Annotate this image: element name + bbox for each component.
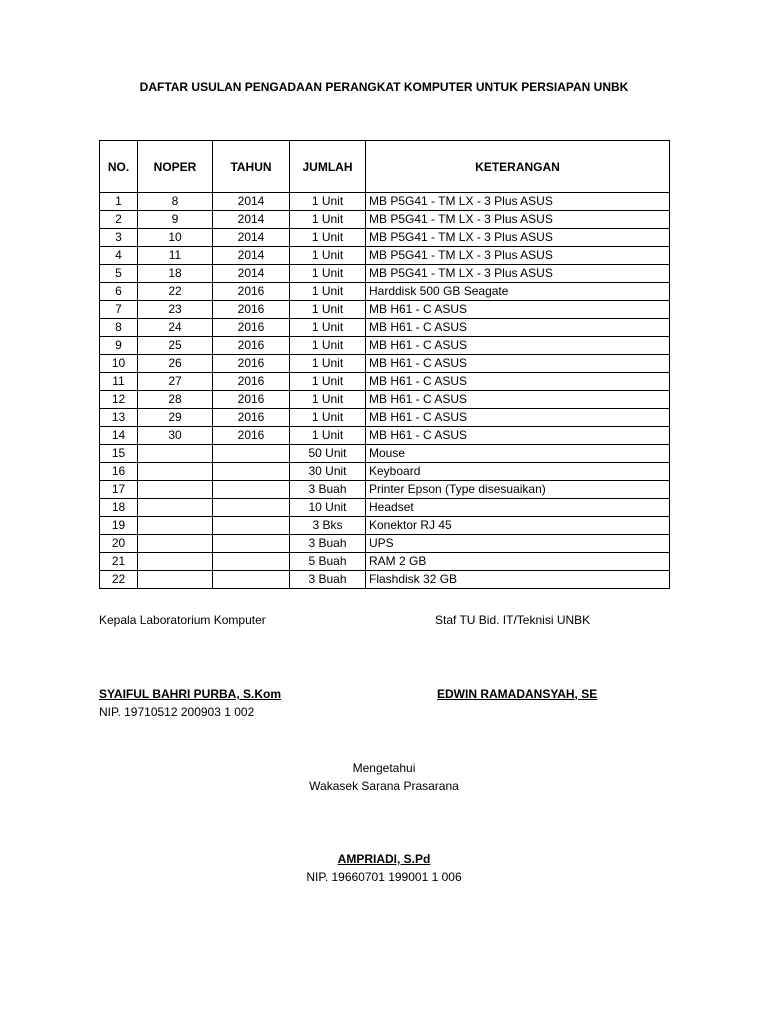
- cell-no: 18: [100, 499, 138, 517]
- cell-jumlah: 30 Unit: [290, 463, 366, 481]
- cell-no: 20: [100, 535, 138, 553]
- table-row: [100, 499, 670, 517]
- table-row: [100, 193, 670, 211]
- cell-noper: 25: [138, 337, 213, 355]
- cell-no: 4: [100, 247, 138, 265]
- cell-tahun: [213, 463, 290, 481]
- header-noper: NOPER: [138, 141, 213, 193]
- cell-no: 11: [100, 373, 138, 391]
- cell-keterangan: Headset: [366, 499, 670, 517]
- cell-no: 3: [100, 229, 138, 247]
- cell-noper: [138, 481, 213, 499]
- bottom-signatory-name: AMPRIADI, S.Pd: [337, 852, 431, 866]
- cell-no: 21: [100, 553, 138, 571]
- table-row: [100, 463, 670, 481]
- table-row: [100, 409, 670, 427]
- cell-noper: 30: [138, 427, 213, 445]
- cell-jumlah: 1 Unit: [290, 283, 366, 301]
- cell-no: 13: [100, 409, 138, 427]
- cell-jumlah: 3 Buah: [290, 535, 366, 553]
- header-no: NO.: [100, 141, 138, 193]
- cell-jumlah: 1 Unit: [290, 211, 366, 229]
- table-row: [100, 373, 670, 391]
- cell-tahun: [213, 571, 290, 589]
- cell-keterangan: MB H61 - C ASUS: [366, 319, 670, 337]
- table-row: [100, 427, 670, 445]
- cell-no: 17: [100, 481, 138, 499]
- cell-noper: 24: [138, 319, 213, 337]
- table-row: [100, 481, 670, 499]
- table-row: [100, 355, 670, 373]
- cell-keterangan: MB H61 - C ASUS: [366, 427, 670, 445]
- table-row: [100, 247, 670, 265]
- cell-tahun: 2016: [213, 409, 290, 427]
- items-table: [99, 140, 670, 589]
- cell-keterangan: MB H61 - C ASUS: [366, 391, 670, 409]
- header-tahun: TAHUN: [213, 141, 290, 193]
- cell-jumlah: 5 Buah: [290, 553, 366, 571]
- cell-tahun: 2016: [213, 427, 290, 445]
- bottom-signatory-role: Wakasek Sarana Prasarana: [309, 779, 459, 793]
- cell-keterangan: Flashdisk 32 GB: [366, 571, 670, 589]
- cell-no: 22: [100, 571, 138, 589]
- cell-jumlah: 1 Unit: [290, 229, 366, 247]
- cell-tahun: 2014: [213, 247, 290, 265]
- cell-tahun: 2014: [213, 193, 290, 211]
- cell-keterangan: MB H61 - C ASUS: [366, 337, 670, 355]
- cell-tahun: 2016: [213, 283, 290, 301]
- cell-noper: 9: [138, 211, 213, 229]
- cell-keterangan: MB P5G41 - TM LX - 3 Plus ASUS: [366, 247, 670, 265]
- cell-tahun: [213, 499, 290, 517]
- cell-no: 14: [100, 427, 138, 445]
- cell-no: 15: [100, 445, 138, 463]
- cell-noper: [138, 499, 213, 517]
- left-signatory-role: Kepala Laboratorium Komputer: [99, 613, 266, 627]
- cell-keterangan: MB H61 - C ASUS: [366, 409, 670, 427]
- cell-jumlah: 1 Unit: [290, 391, 366, 409]
- table-row: [100, 319, 670, 337]
- table-row: [100, 211, 670, 229]
- cell-jumlah: 3 Bks: [290, 517, 366, 535]
- cell-no: 7: [100, 301, 138, 319]
- table-row: [100, 391, 670, 409]
- cell-no: 12: [100, 391, 138, 409]
- cell-tahun: 2014: [213, 265, 290, 283]
- table-row: [100, 337, 670, 355]
- cell-jumlah: 1 Unit: [290, 247, 366, 265]
- left-signatory-name: SYAIFUL BAHRI PURBA, S.Kom: [99, 687, 282, 701]
- cell-jumlah: 1 Unit: [290, 409, 366, 427]
- document-title: DAFTAR USULAN PENGADAAN PERANGKAT KOMPUTER UNTUK PERSIAPAN UNBK: [139, 80, 629, 94]
- cell-keterangan: UPS: [366, 535, 670, 553]
- table-row: [100, 301, 670, 319]
- cell-jumlah: 1 Unit: [290, 265, 366, 283]
- cell-jumlah: 3 Buah: [290, 571, 366, 589]
- cell-no: 10: [100, 355, 138, 373]
- cell-tahun: 2016: [213, 301, 290, 319]
- cell-noper: [138, 535, 213, 553]
- cell-keterangan: Keyboard: [366, 463, 670, 481]
- cell-no: 2: [100, 211, 138, 229]
- cell-noper: 11: [138, 247, 213, 265]
- cell-noper: 28: [138, 391, 213, 409]
- cell-noper: [138, 463, 213, 481]
- cell-no: 19: [100, 517, 138, 535]
- table-row: [100, 265, 670, 283]
- cell-tahun: [213, 517, 290, 535]
- cell-jumlah: 1 Unit: [290, 427, 366, 445]
- header-jumlah: JUMLAH: [290, 141, 366, 193]
- table-row: [100, 229, 670, 247]
- cell-keterangan: Printer Epson (Type disesuaikan): [366, 481, 670, 499]
- cell-no: 5: [100, 265, 138, 283]
- cell-jumlah: 1 Unit: [290, 355, 366, 373]
- cell-noper: 22: [138, 283, 213, 301]
- cell-keterangan: MB H61 - C ASUS: [366, 301, 670, 319]
- cell-no: 16: [100, 463, 138, 481]
- cell-tahun: 2016: [213, 319, 290, 337]
- cell-jumlah: 50 Unit: [290, 445, 366, 463]
- cell-keterangan: Mouse: [366, 445, 670, 463]
- cell-noper: [138, 553, 213, 571]
- cell-jumlah: 1 Unit: [290, 337, 366, 355]
- cell-noper: 26: [138, 355, 213, 373]
- cell-tahun: [213, 553, 290, 571]
- cell-noper: 18: [138, 265, 213, 283]
- cell-no: 6: [100, 283, 138, 301]
- cell-tahun: 2014: [213, 211, 290, 229]
- table-row: [100, 535, 670, 553]
- cell-no: 1: [100, 193, 138, 211]
- cell-noper: 23: [138, 301, 213, 319]
- cell-jumlah: 3 Buah: [290, 481, 366, 499]
- cell-noper: 27: [138, 373, 213, 391]
- right-signatory-name: EDWIN RAMADANSYAH, SE: [437, 687, 598, 701]
- table-row: [100, 517, 670, 535]
- table-row: [100, 553, 670, 571]
- right-signatory-role: Staf TU Bid. IT/Teknisi UNBK: [435, 613, 591, 627]
- cell-jumlah: 1 Unit: [290, 193, 366, 211]
- cell-tahun: [213, 481, 290, 499]
- table-row: [100, 571, 670, 589]
- acknowledge-label: Mengetahui: [352, 761, 416, 775]
- cell-keterangan: MB P5G41 - TM LX - 3 Plus ASUS: [366, 229, 670, 247]
- cell-noper: 29: [138, 409, 213, 427]
- cell-keterangan: RAM 2 GB: [366, 553, 670, 571]
- cell-no: 9: [100, 337, 138, 355]
- cell-noper: [138, 571, 213, 589]
- cell-jumlah: 1 Unit: [290, 373, 366, 391]
- cell-jumlah: 1 Unit: [290, 319, 366, 337]
- cell-tahun: 2016: [213, 337, 290, 355]
- cell-no: 8: [100, 319, 138, 337]
- cell-tahun: 2016: [213, 373, 290, 391]
- bottom-signatory-nip: NIP. 19660701 199001 1 006: [306, 870, 462, 884]
- cell-tahun: 2016: [213, 355, 290, 373]
- cell-keterangan: MB H61 - C ASUS: [366, 373, 670, 391]
- cell-keterangan: MB P5G41 - TM LX - 3 Plus ASUS: [366, 193, 670, 211]
- cell-keterangan: Harddisk 500 GB Seagate: [366, 283, 670, 301]
- cell-tahun: [213, 445, 290, 463]
- cell-noper: [138, 445, 213, 463]
- cell-jumlah: 10 Unit: [290, 499, 366, 517]
- cell-keterangan: MB P5G41 - TM LX - 3 Plus ASUS: [366, 265, 670, 283]
- cell-noper: 8: [138, 193, 213, 211]
- cell-keterangan: MB P5G41 - TM LX - 3 Plus ASUS: [366, 211, 670, 229]
- cell-keterangan: Konektor RJ 45: [366, 517, 670, 535]
- cell-keterangan: MB H61 - C ASUS: [366, 355, 670, 373]
- cell-noper: 10: [138, 229, 213, 247]
- cell-tahun: 2016: [213, 391, 290, 409]
- cell-jumlah: 1 Unit: [290, 301, 366, 319]
- table-header-row: [100, 141, 670, 193]
- table-row: [100, 283, 670, 301]
- table-body: [100, 193, 670, 589]
- left-signatory-nip: NIP. 19710512 200903 1 002: [99, 705, 255, 719]
- cell-tahun: [213, 535, 290, 553]
- table-row: [100, 445, 670, 463]
- cell-noper: [138, 517, 213, 535]
- header-keterangan: KETERANGAN: [366, 141, 670, 193]
- cell-tahun: 2014: [213, 229, 290, 247]
